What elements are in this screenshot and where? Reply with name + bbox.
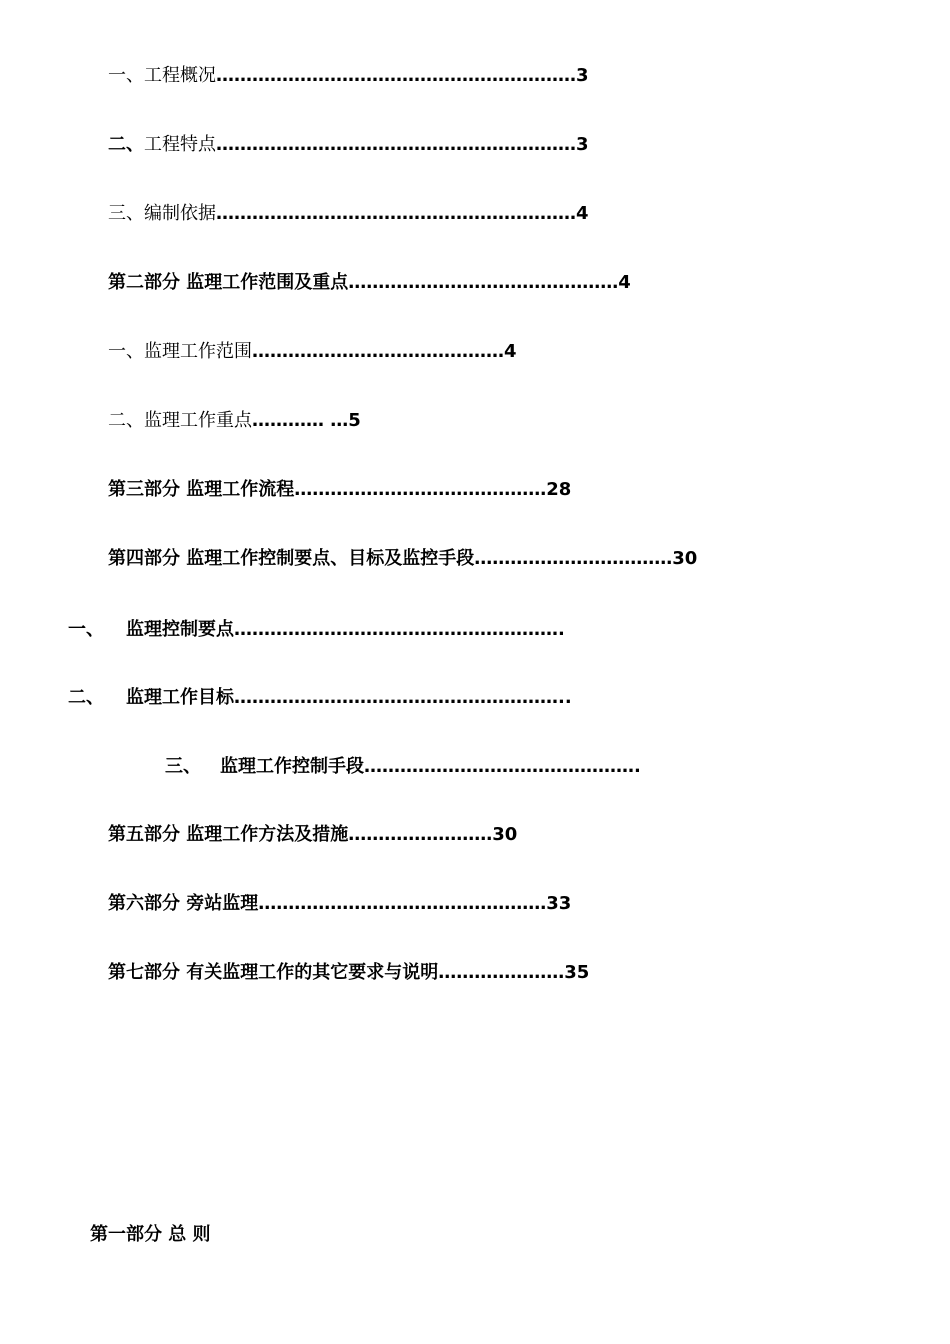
toc-entry-leader: …………………………………………………… bbox=[216, 203, 576, 224]
toc-entry[interactable] bbox=[165, 755, 641, 779]
toc-entry-leader: ………………… bbox=[438, 962, 565, 983]
toc-entry-page: 4 bbox=[618, 272, 631, 293]
toc-entry-title: 监理工作重点 bbox=[144, 410, 252, 431]
toc-entry-leader: …………………… bbox=[348, 824, 493, 845]
toc-entry[interactable] bbox=[108, 409, 361, 433]
toc-entry-leader: ……………………………………………….. bbox=[234, 687, 572, 708]
toc-entry-prefix: 二、 bbox=[108, 410, 144, 431]
toc-entry-leader: …………………………… bbox=[474, 548, 673, 569]
toc-entry-page: 3 bbox=[576, 134, 589, 155]
toc-entry-prefix: 一、 bbox=[108, 65, 144, 86]
toc-entry[interactable] bbox=[108, 478, 571, 502]
toc-entry-title: 工程特点 bbox=[144, 134, 216, 155]
toc-entry-title: 第二部分 监理工作范围及重点 bbox=[108, 272, 349, 293]
toc-entry-leader: ………… … bbox=[252, 410, 349, 431]
toc-entry-title: 第四部分 监理工作控制要点、目标及监控手段 bbox=[108, 548, 475, 569]
toc-entry-leader: …………………………………………………… bbox=[216, 65, 576, 86]
toc-entry-title: 监理控制要点 bbox=[126, 619, 234, 640]
toc-entry-title: 监理工作目标 bbox=[126, 687, 234, 708]
toc-entry-title: 第七部分 有关监理工作的其它要求与说明 bbox=[108, 962, 439, 983]
toc-entry[interactable] bbox=[108, 271, 631, 295]
toc-entry-leader: ………………………………………… bbox=[258, 893, 547, 914]
toc-entry-leader: …………………………………… bbox=[252, 341, 504, 362]
toc-entry-page: 30 bbox=[672, 548, 698, 569]
toc-entry-title: 编制依据 bbox=[144, 203, 216, 224]
toc-entry-title: 第三部分 监理工作流程 bbox=[108, 479, 295, 500]
toc-entry[interactable] bbox=[108, 823, 517, 847]
toc-entry-page: 30 bbox=[492, 824, 518, 845]
toc-entry-prefix: 三、 bbox=[165, 756, 201, 777]
toc-entry-leader: …………………………………………………… bbox=[216, 134, 576, 155]
toc-entry-leader: …………………………………… bbox=[294, 479, 547, 500]
toc-entry[interactable] bbox=[108, 961, 589, 985]
toc-entry-prefix: 二、 bbox=[108, 134, 144, 155]
toc-entry[interactable] bbox=[68, 618, 565, 642]
toc-entry[interactable] bbox=[108, 133, 589, 157]
toc-entry[interactable] bbox=[108, 340, 517, 364]
toc-entry-title: 监理工作控制手段 bbox=[220, 756, 364, 777]
toc-entry[interactable] bbox=[108, 547, 697, 571]
toc-entry-page: 4 bbox=[504, 341, 517, 362]
toc-entry-page: 4 bbox=[576, 203, 589, 224]
toc-entry-page: 5 bbox=[348, 410, 361, 431]
toc-entry[interactable] bbox=[108, 202, 589, 226]
toc-entry-page: 35 bbox=[564, 962, 590, 983]
toc-entry-page: 3 bbox=[576, 65, 589, 86]
toc-entry-prefix: 二、 bbox=[68, 687, 104, 708]
toc-entry[interactable] bbox=[108, 64, 589, 88]
toc-entry-title: 工程概况 bbox=[144, 65, 216, 86]
toc-entry-leader: ………………………………………………. bbox=[234, 619, 565, 640]
toc-entry-title: 第六部分 旁站监理 bbox=[108, 893, 259, 914]
section-heading: 第一部分 总 则 bbox=[90, 1224, 211, 1245]
toc-entry-leader: ………………………………………. bbox=[364, 756, 641, 777]
toc-entry-prefix: 三、 bbox=[108, 203, 144, 224]
toc-entry-prefix: 一、 bbox=[108, 341, 144, 362]
toc-entry-page: 33 bbox=[546, 893, 572, 914]
toc-entry-title: 监理工作范围 bbox=[144, 341, 252, 362]
toc-entry-leader: ……………………………………… bbox=[348, 272, 619, 293]
toc-entry-prefix: 一、 bbox=[68, 619, 104, 640]
toc-entry-title: 第五部分 监理工作方法及措施 bbox=[108, 824, 349, 845]
toc-entry[interactable] bbox=[68, 686, 572, 710]
toc-entry[interactable] bbox=[108, 892, 571, 916]
toc-entry-page: 28 bbox=[546, 479, 572, 500]
